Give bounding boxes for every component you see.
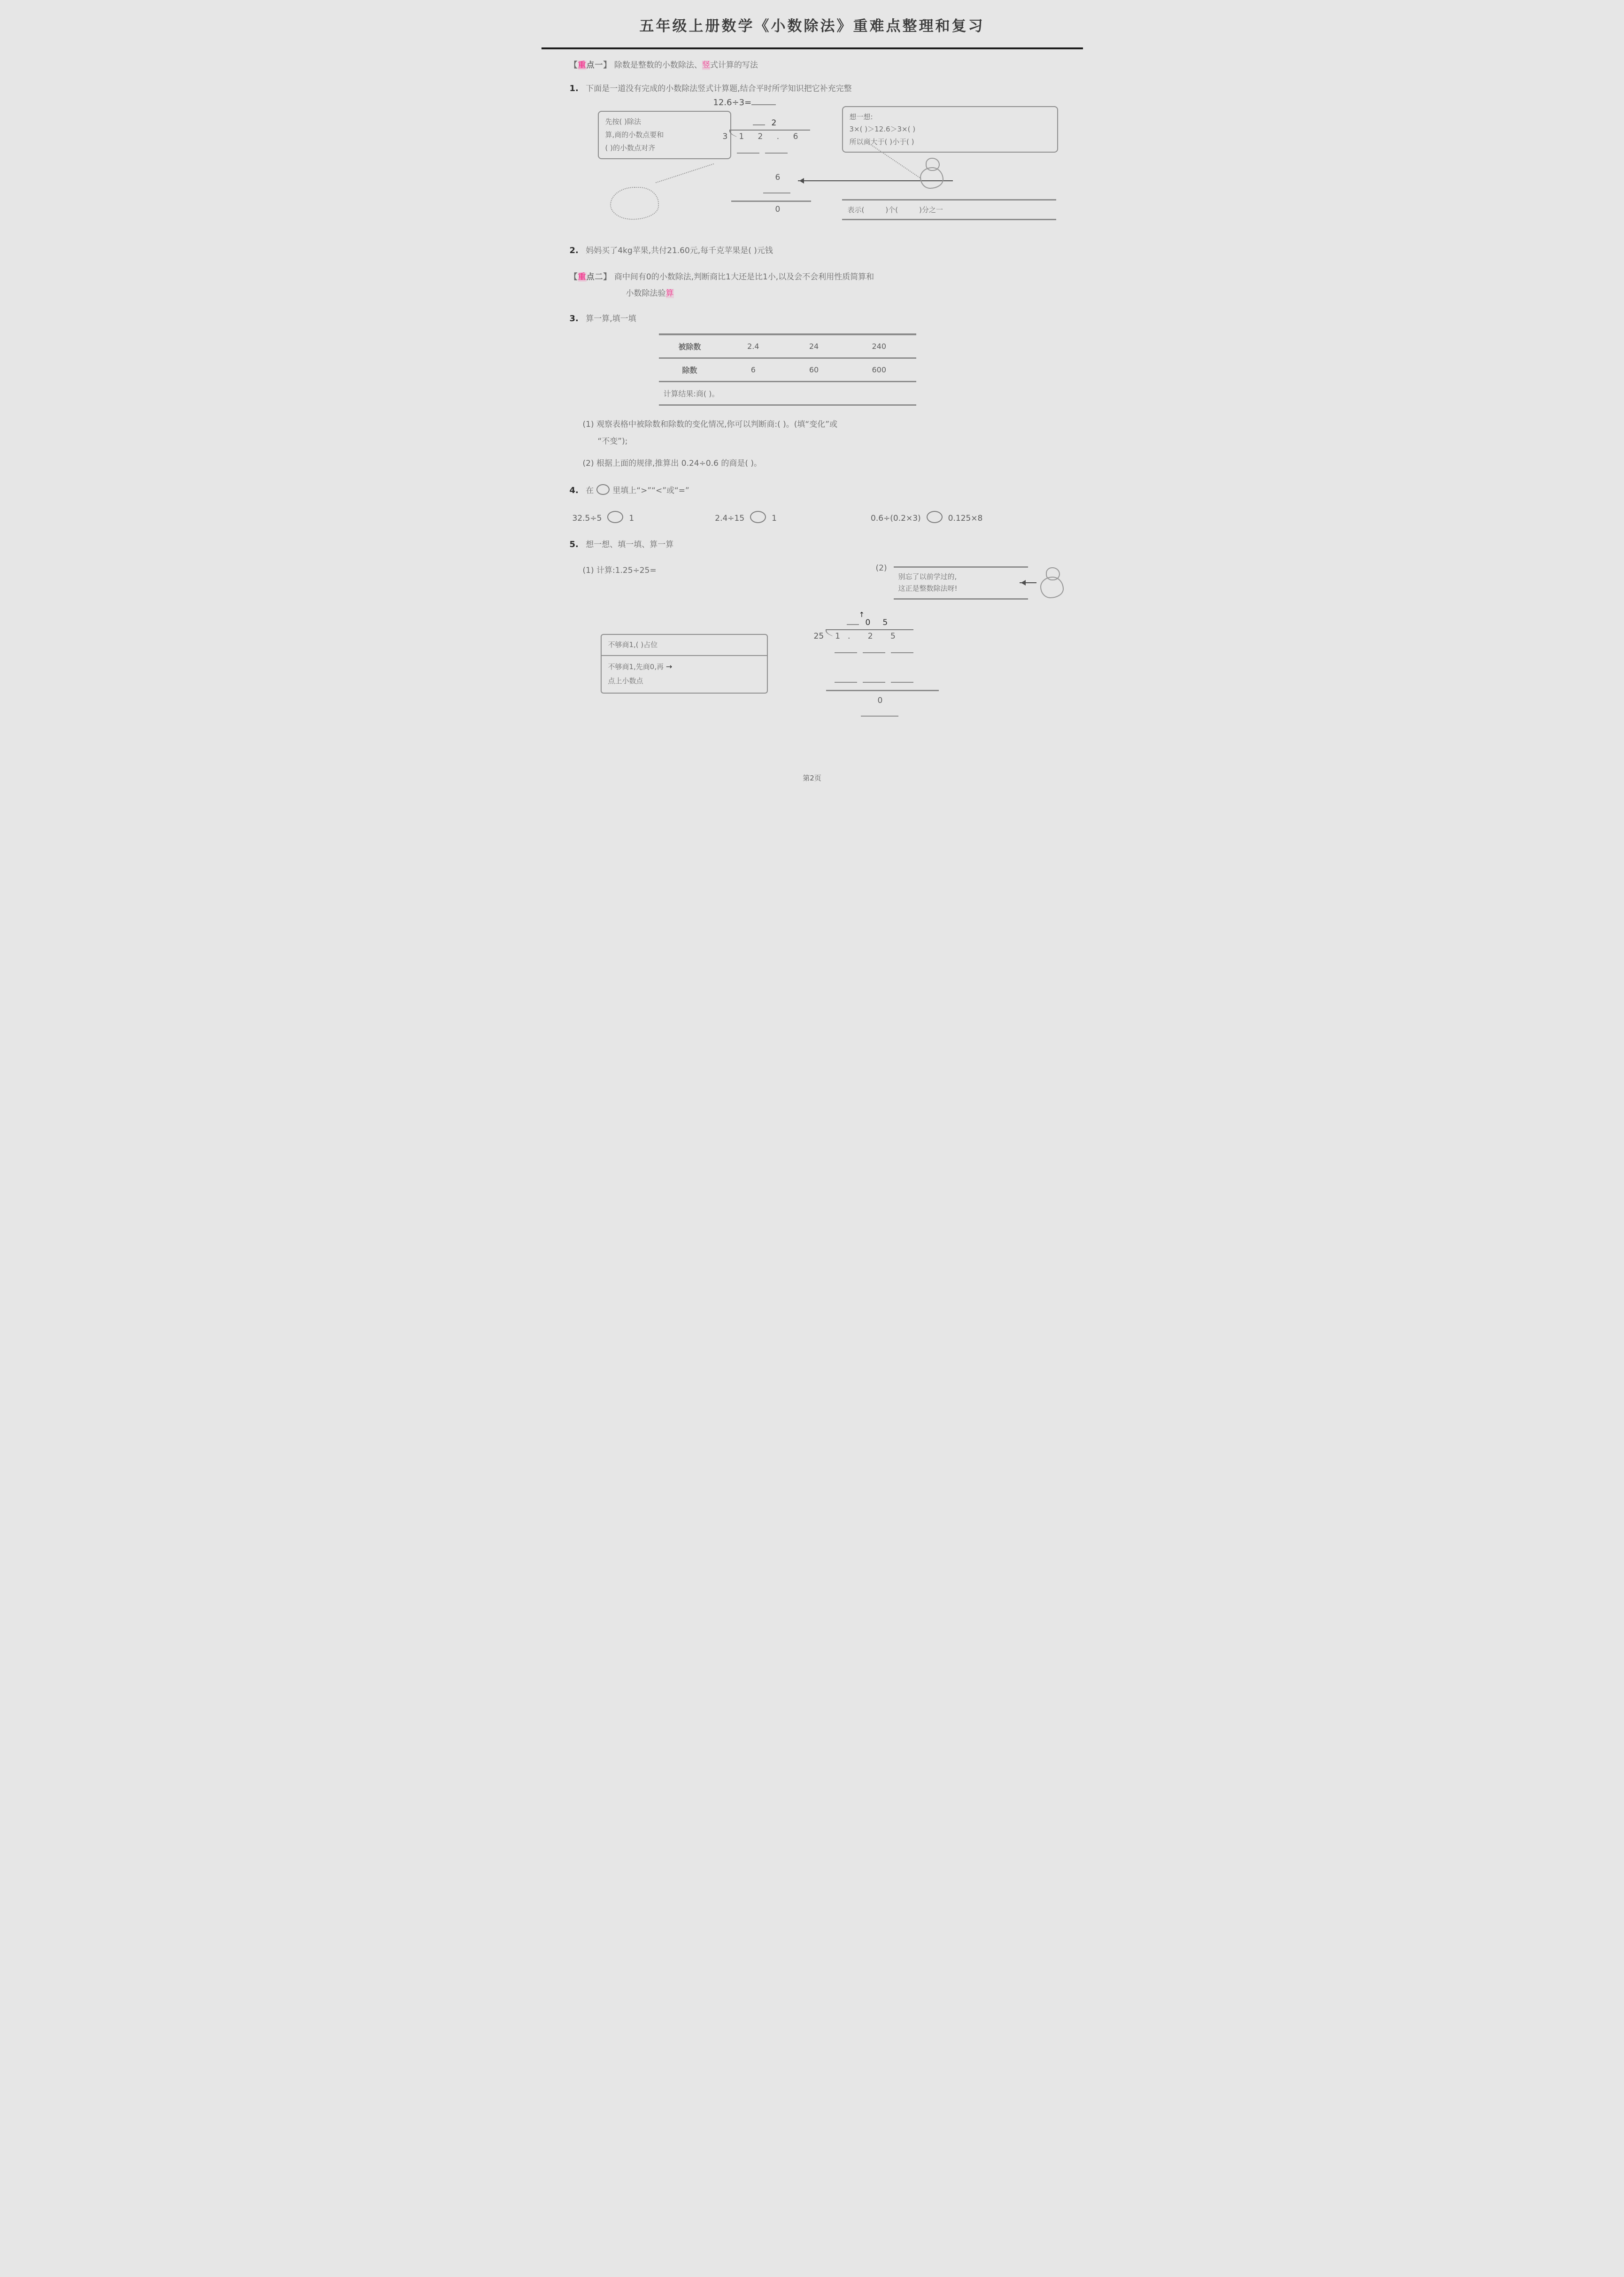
q5-hint-line2 (602, 656, 767, 675)
q3-table-note: 计算结果:商( )。 (663, 389, 719, 398)
q1-left-hint-line2: 算,商的小数点要和 (605, 130, 664, 139)
section2-tag (570, 272, 612, 282)
q5-dividend: 1. 2 5 (826, 629, 913, 642)
question1-work-area (570, 98, 1055, 237)
section2-line2-highlight: 算 (665, 289, 674, 298)
q5-quotient-row (847, 618, 939, 627)
q3-row1-value2: 24 (809, 342, 819, 351)
q1-think-line3: 所以商大于( )小于( ) (849, 137, 914, 146)
question3-number: 3. (569, 313, 579, 324)
q4-item1-circle-icon (607, 511, 623, 523)
q3-sub1-line2 (598, 436, 1055, 448)
q3-row2-label: 除数 (682, 366, 697, 375)
question3-heading (570, 312, 1055, 325)
section2-tag-highlight: 重 (578, 272, 587, 282)
question5-text: 想一想、填一填、算一算 (586, 540, 674, 549)
section1-tag (570, 61, 612, 70)
q5-quotient-zero: 0 (865, 617, 871, 627)
q5-work-area (570, 610, 1055, 757)
q1-quotient-row (753, 118, 826, 128)
q5-sub-blank (835, 646, 857, 653)
q1-result-line (731, 201, 811, 202)
q3-sub2 (583, 458, 1055, 470)
q5-quotient-five: 5 (882, 617, 888, 627)
q5-decimal-arrow-icon: ↑ (858, 610, 865, 619)
q5-remainder-zero: 0 (877, 695, 883, 705)
question5-heading (570, 538, 1055, 551)
q3-table-row-divisor (659, 358, 916, 382)
question4-number: 4. (569, 485, 579, 495)
q1-long-division (723, 118, 826, 214)
question3-text: 算一算,填一填 (586, 314, 636, 324)
q3-table (659, 333, 916, 406)
q1-divisor: 3 (722, 132, 728, 141)
q3-row1-value3: 240 (872, 342, 886, 351)
q1-left-hint-box (598, 111, 731, 159)
q4-item3-circle-icon (927, 511, 943, 523)
q3-row1-value1: 2.4 (747, 342, 759, 351)
q3-sub1-line1 (583, 419, 1055, 431)
q4-item-2 (715, 511, 777, 523)
section1-heading (570, 60, 1055, 72)
cloud-connector-line (655, 163, 713, 183)
question2-text: 妈妈买了4kg苹果,共付21.60元,每千克苹果是( )元钱 (586, 246, 773, 255)
q4-heading-circle-icon (596, 484, 610, 495)
q1-bring-down-digit: 6 (775, 173, 781, 182)
question4-text-pre: 在 (586, 486, 594, 495)
q1-subtraction-blanks (737, 146, 826, 156)
q1-answer-blank (751, 98, 776, 105)
chick-doodle-2 (1037, 567, 1066, 600)
section2-heading (570, 271, 1055, 284)
q5-hint-line3-text: 点上小数点 (608, 677, 643, 685)
q3-sub1-line2-text: “不变”); (597, 436, 628, 446)
q5-bottom-blank-row (861, 709, 939, 719)
q5-result-line (826, 690, 939, 691)
q1-right-think-box (842, 106, 1058, 153)
q1-remainder-zero: 0 (775, 205, 781, 214)
q4-item1-left: 32.5÷5 (572, 514, 602, 523)
question4-heading (570, 484, 1055, 497)
question1-text: 下面是一道没有完成的小数除法竖式计算题,结合平时所学知识把它补充完整 (586, 84, 852, 93)
section1-text-highlight: 竖 (702, 61, 710, 70)
q4-item3-left: 0.6÷(0.2×3) (871, 514, 921, 523)
q5-sub1-text (583, 563, 657, 575)
q5-sub-blank (863, 675, 885, 683)
q5-sub-blank-row2 (835, 675, 939, 685)
question2-heading (570, 244, 1055, 257)
section2-tag-rest: 点二】 (586, 272, 612, 282)
page-title: 五年级上册数学《小数除法》重难点整理和复习 (639, 18, 985, 35)
q3-sub2-text: (2) 根据上面的规律,推算出 0.24÷0.6 的商是( )。 (582, 459, 762, 468)
q5-subquestion-row (570, 563, 1055, 610)
q4-item-3 (871, 511, 982, 523)
section2-line1: 商中间有0的小数除法,判断商比1大还是比1小,以及会不会利用性质简算和 (614, 272, 874, 282)
q4-item2-right: 1 (772, 514, 777, 523)
q3-table-row-dividend (659, 334, 916, 358)
q1-think-line2: 3×( )＞12.6＞3×( ) (849, 125, 916, 134)
q3-sub1-line1-text: (1) 观察表格中被除数和除数的变化情况,你可以判断商:( )。(填“变化”或 (582, 420, 838, 429)
question2-number: 2. (569, 246, 579, 255)
q5-note-line2: 这正是整数除法呀! (898, 584, 958, 593)
q5-hint-line1 (602, 635, 767, 656)
q5-divisor: 25 (813, 631, 824, 641)
q4-item2-left: 2.4÷15 (715, 514, 745, 523)
q3-row2-value2: 60 (809, 365, 819, 374)
arrow-from-chick-icon (1020, 582, 1036, 583)
q1-sub-blank-row2 (763, 186, 826, 196)
q4-item3-right: 0.125×8 (948, 514, 983, 523)
q5-sub1-label: (1) 计算:1.25÷25= (582, 565, 657, 575)
q1-quotient-digit: 2 (771, 118, 777, 128)
q5-hint-line3 (602, 675, 767, 693)
q5-note-line1: 别忘了以前学过的, (898, 572, 957, 581)
q4-item1-right: 1 (629, 514, 634, 523)
section1-text-post: 式计算的写法 (710, 61, 758, 70)
q1-dividend: 1 2 . 6 (729, 130, 810, 142)
page-footer: 第2页 (803, 773, 821, 782)
q1-sub-blank (763, 186, 790, 193)
q5-sub2-number: (2) (875, 563, 887, 573)
q5-hint-line1-text: 不够商1,( )占位 (608, 640, 658, 649)
question4-text-post: 里填上“>”“<”或“=” (612, 486, 689, 495)
q5-sub-blank (891, 646, 913, 653)
q3-row2-value3: 600 (872, 365, 886, 374)
q5-long-division (814, 610, 939, 719)
q1-think-line1: 想一想: (849, 113, 873, 121)
q1-equation (713, 98, 776, 108)
q5-sub-blank (835, 675, 857, 683)
q5-note-box (894, 566, 1028, 600)
section2-line2-pre: 小数除法验 (626, 289, 666, 298)
q3-row2-value1: 6 (750, 365, 756, 374)
section1-text-pre: 除数是整数的小数除法、 (614, 61, 702, 70)
section1-tag-open: 【 (569, 61, 578, 70)
q5-bracket-row (814, 629, 939, 642)
q1-sub-blank (737, 146, 759, 154)
section2-line2 (626, 288, 1055, 300)
chick-doodle (917, 158, 945, 191)
cloud-doodle (610, 187, 659, 220)
q1-left-hint-line3: ( )的小数点对齐 (605, 143, 655, 152)
q3-table-note-row (659, 382, 916, 405)
q4-item2-circle-icon (750, 511, 766, 523)
q1-equation-text: 12.6÷3= (713, 98, 752, 108)
q1-fraction-strip (842, 199, 1056, 220)
section2-tag-open: 【 (569, 272, 578, 282)
q5-hint-line2-text: 不够商1,先商0,再 (608, 663, 664, 672)
q5-sub-blank (863, 646, 885, 653)
q1-quotient-blank (753, 119, 765, 125)
section1-text (614, 61, 758, 70)
q1-sub-blank (765, 146, 788, 154)
q5-bottom-blank (861, 709, 898, 717)
q5-hint-arrow-icon: → (665, 662, 673, 672)
section1-tag-rest: 点一】 (586, 61, 612, 70)
q3-row1-label: 被除数 (678, 342, 701, 351)
title-divider (541, 47, 1083, 49)
q4-compare-row (570, 511, 1055, 523)
question1-number: 1. (569, 83, 579, 93)
q1-fraction-strip-text: 表示( )个( )分之一 (847, 206, 943, 214)
worksheet-page (541, 0, 1083, 795)
question1-heading (570, 82, 1055, 95)
question5-number: 5. (569, 540, 579, 549)
q5-sub-blank (891, 675, 913, 683)
q1-left-hint-line1: 先按( )除法 (605, 117, 641, 126)
q5-sub-blank-row1 (835, 646, 939, 656)
q5-hint-box (601, 634, 768, 694)
q1-bracket-row (723, 130, 826, 142)
q4-item-1 (572, 511, 634, 523)
q5-quotient-blank (847, 618, 859, 625)
section1-tag-highlight: 重 (578, 61, 587, 70)
